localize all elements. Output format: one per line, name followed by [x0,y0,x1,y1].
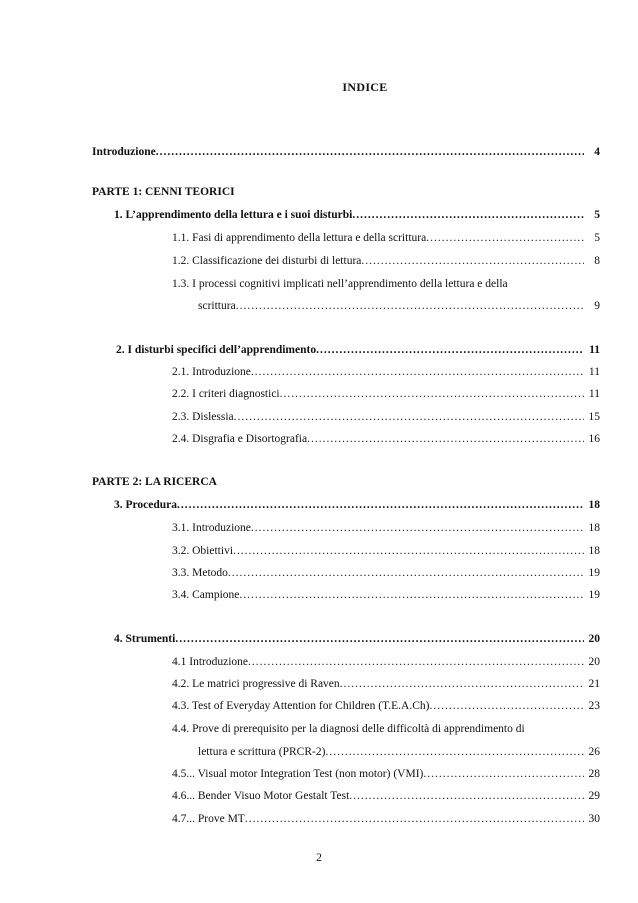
toc-entry-label: 2.3. Dislessia [172,411,234,423]
toc-entry-1-1[interactable] [172,232,600,244]
toc-entry-page: 5 [594,232,600,244]
toc-entry-page: 20 [588,633,600,645]
toc-entry-label: lettura e scrittura (PRCR-2) [198,746,326,758]
toc-leader-dots [340,678,584,690]
toc-entry-label: 3.3. Metodo [172,567,228,579]
toc-leader-dots [236,300,584,312]
toc-entry-page: 4 [594,146,600,158]
toc-entry-3-3[interactable] [172,567,600,579]
toc-entry-label: 1.1. Fasi di apprendimento della lettura e della scrittura [172,232,427,244]
toc-entry-2-4[interactable] [172,433,600,445]
toc-entry-4-4-line1[interactable]: 4.4. Prove di prerequisito per la diagnosi delle difficoltà di apprendimento di [172,723,525,735]
toc-entry-page: 11 [588,366,600,378]
toc-entry-page: 26 [588,746,600,758]
toc-entry-page: 21 [588,678,600,690]
toc-entry-label: 3.2. Obiettivi [172,545,234,557]
toc-entry-label: 4.2. Le matrici progressive di Raven [172,678,340,690]
toc-leader-dots [156,146,584,158]
toc-leader-dots [423,768,584,780]
part-heading-1: PARTE 1: CENNI TEORICI [92,186,235,198]
toc-entry-4-4[interactable] [198,746,600,758]
toc-leader-dots [251,366,584,378]
toc-entry-2-2[interactable] [172,388,600,400]
toc-leader-dots [325,746,584,758]
page-number: 2 [316,852,322,864]
toc-entry-page: 23 [588,700,600,712]
toc-entry-chapter-2[interactable] [116,344,600,356]
toc-entry-page: 5 [594,209,600,221]
toc-entry-4-6[interactable] [172,790,600,802]
toc-leader-dots [251,522,584,534]
toc-entry-label: 3. Procedura [114,499,178,511]
toc-entry-introduzione[interactable] [92,146,600,158]
toc-entry-page: 29 [588,790,600,802]
toc-entry-4-1[interactable] [172,656,600,668]
toc-entry-label: 3.1. Introduzione [172,522,251,534]
toc-entry-3-1[interactable] [172,522,600,534]
toc-leader-dots [175,633,584,645]
toc-entry-chapter-4[interactable] [114,633,600,645]
toc-entry-page: 30 [588,813,600,825]
toc-entry-label: Introduzione [92,146,156,158]
toc-entry-label: 3.4. Campione [172,589,240,601]
toc-entry-1-2[interactable] [172,255,600,267]
toc-entry-label: 4.7... Prove MT [172,813,245,825]
toc-leader-dots [233,545,584,557]
toc-entry-label: 2.2. I criteri diagnostici [172,388,280,400]
toc-entry-label: scrittura [198,300,236,312]
toc-leader-dots [316,344,584,356]
toc-entry-page: 20 [588,656,600,668]
toc-entry-page: 15 [588,411,600,423]
toc-entry-label: 2.1. Introduzione [172,366,251,378]
toc-leader-dots [307,433,584,445]
toc-leader-dots [245,813,584,825]
toc-entry-label: 2.4. Disgrafia e Disortografia [172,433,308,445]
toc-entry-4-5[interactable] [172,768,600,780]
toc-entry-4-3[interactable] [172,700,600,712]
toc-entry-page: 19 [588,567,600,579]
toc-entry-label: 1. L’apprendimento della lettura e i suoi disturbi [114,209,353,221]
toc-entry-2-3[interactable] [172,411,600,423]
toc-leader-dots [234,411,584,423]
toc-entry-label: 2. I disturbi specifici dell’apprendimento [116,344,317,356]
page-title: INDICE [342,80,388,94]
toc-entry-page: 11 [588,388,600,400]
toc-entry-1-3-line1[interactable]: 1.3. I processi cognitivi implicati nell’apprendimento della lettura e della [172,278,508,290]
toc-entry-label: 1.2. Classificazione dei disturbi di lettura [172,255,362,267]
toc-entry-page: 11 [589,344,600,356]
toc-entry-1-3[interactable] [198,300,600,312]
toc-leader-dots [248,656,584,668]
part-heading-2: PARTE 2: LA RICERCA [92,476,217,488]
toc-entry-label: 4.1 Introduzione [172,656,249,668]
toc-entry-page: 9 [594,300,600,312]
toc-leader-dots [280,388,584,400]
toc-entry-label: 4.5... Visual motor Integration Test (non motor) (VMI) [172,768,424,780]
toc-entry-chapter-3[interactable] [114,499,600,511]
toc-entry-label: 4.3. Test of Everyday Attention for Children (T.E.A.Ch) [172,700,430,712]
toc-entry-3-2[interactable] [172,545,600,557]
toc-entry-page: 19 [588,589,600,601]
toc-entry-label: 4.6... Bender Visuo Motor Gestalt Test [172,790,350,802]
toc-leader-dots [349,790,584,802]
toc-entry-label: 4. Strumenti [114,633,176,645]
toc-leader-dots [429,700,584,712]
toc-entry-4-7[interactable] [172,813,600,825]
toc-entry-3-4[interactable] [172,589,600,601]
toc-entry-page: 18 [588,522,600,534]
toc-entry-page: 18 [588,545,600,557]
toc-entry-page: 28 [588,768,600,780]
toc-entry-page: 8 [594,255,600,267]
toc-entry-4-2[interactable] [172,678,600,690]
toc-entry-page: 16 [588,433,600,445]
toc-leader-dots [228,567,584,579]
toc-entry-2-1[interactable] [172,366,600,378]
toc-leader-dots [239,589,584,601]
toc-leader-dots [352,209,584,221]
toc-leader-dots [426,232,584,244]
toc-leader-dots [361,255,584,267]
toc-leader-dots [177,499,584,511]
toc-entry-page: 18 [588,499,600,511]
toc-entry-chapter-1[interactable] [114,209,600,221]
